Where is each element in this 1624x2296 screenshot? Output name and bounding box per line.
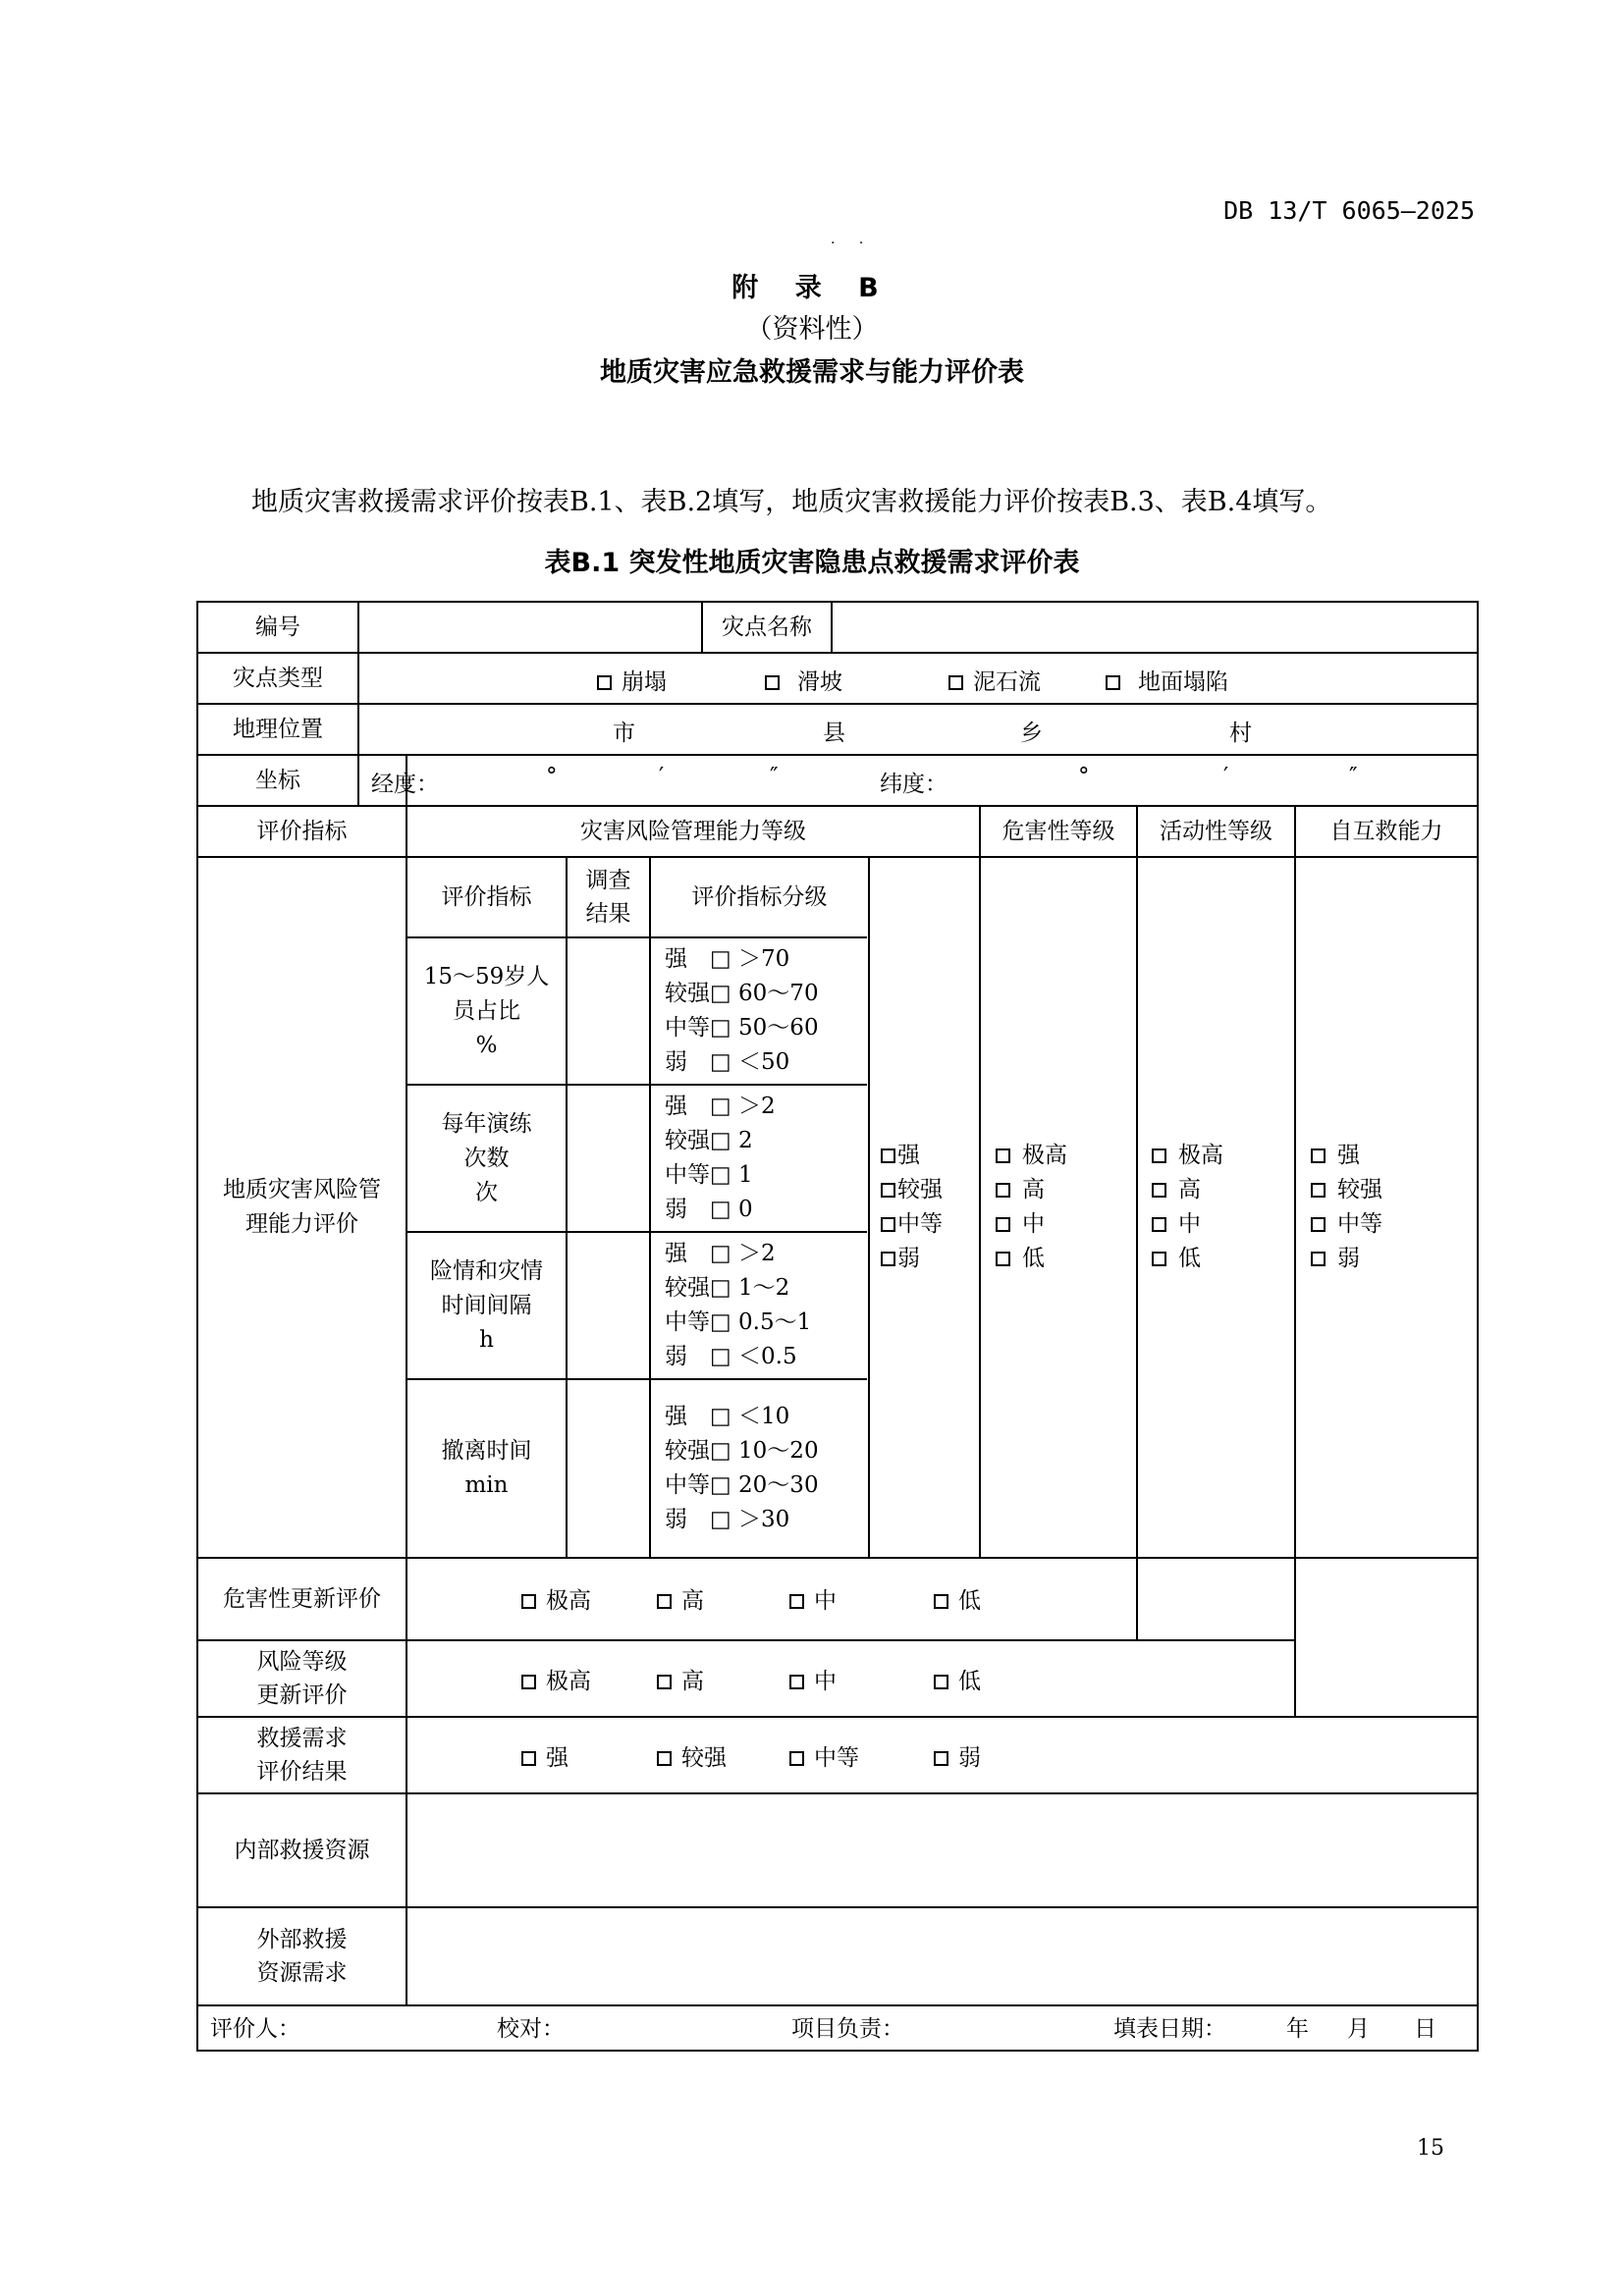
checkbox-icon: [1152, 1252, 1166, 1266]
hazard-option-medium[interactable]: 中: [996, 1207, 1045, 1242]
self-rescue-option-strong[interactable]: 强: [1311, 1139, 1360, 1173]
checkbox-icon: [934, 1675, 948, 1689]
checkbox-icon: [1152, 1217, 1166, 1232]
lat-second: ″: [1349, 764, 1358, 789]
label-index-grade: 评价指标分级: [691, 883, 828, 910]
checkbox-icon: [789, 1594, 804, 1609]
activity-option-low[interactable]: 低: [1152, 1242, 1201, 1276]
lon-degree: °: [546, 764, 558, 789]
risk-update-low[interactable]: 低: [934, 1663, 981, 1695]
hazard-option-low[interactable]: 低: [996, 1242, 1045, 1276]
longitude-label: 经度：: [371, 772, 439, 797]
table-caption: 表B.1 突发性地质灾害隐患点救援需求评价表: [544, 548, 1080, 578]
site-type-debris-flow[interactable]: 泥石流: [948, 664, 1041, 696]
checkbox-icon: [1311, 1217, 1326, 1232]
demand-option-strong[interactable]: 强: [521, 1739, 568, 1772]
self-rescue-option-fairly-strong[interactable]: 较强: [1311, 1173, 1382, 1207]
appendix-title: 附 录 B: [731, 273, 893, 303]
year-label: 年: [1286, 2016, 1309, 2042]
checkbox-icon: [657, 1751, 672, 1766]
checkbox-icon: [1152, 1183, 1166, 1198]
checkbox-icon: [521, 1751, 536, 1766]
appendix-name: 地质灾害应急救援需求与能力评价表: [600, 357, 1024, 388]
checker-label: 校对：: [497, 2016, 565, 2042]
signature-row: [196, 2010, 1479, 2050]
label-demand-result: 救援需求评价结果: [256, 1726, 348, 1785]
unit-city: 市: [613, 721, 635, 746]
evaluation-form-table: [196, 601, 1479, 2052]
label-site-name: 灾点名称: [722, 614, 812, 640]
checkbox-icon: [881, 1252, 895, 1266]
checkbox-icon: [881, 1217, 895, 1232]
grade-drill: 强 □ ＞2 较强□ 2 中等□ 1 弱 □ 0: [665, 1094, 776, 1222]
risk-update-very-high[interactable]: 极高: [521, 1663, 591, 1695]
checkbox-icon: [657, 1675, 672, 1689]
checkbox-icon: [1311, 1148, 1326, 1163]
checkbox-icon: [521, 1675, 536, 1689]
site-type-options: [359, 652, 1477, 705]
fill-date-label: 填表日期：: [1113, 2016, 1226, 2042]
checkbox-icon: [996, 1148, 1010, 1163]
checkbox-icon: [1152, 1148, 1166, 1163]
mgmt-option-weak[interactable]: 弱: [881, 1242, 920, 1276]
indicator-name-drill: 每年演练 次数 次: [441, 1110, 532, 1205]
site-type-landslide[interactable]: 滑坡: [765, 664, 842, 696]
self-rescue-options: [1311, 858, 1468, 1557]
grade-age: 强 □ ＞70 较强□ 60～70 中等□ 50～60 弱 □ ＜50: [665, 946, 819, 1075]
hazard-option-very-high[interactable]: 极高: [996, 1139, 1067, 1173]
day-label: 日: [1414, 2016, 1436, 2042]
lon-second: ″: [770, 764, 779, 789]
checkbox-icon: [881, 1148, 895, 1163]
checkbox-icon: [881, 1183, 895, 1198]
risk-update-options: [407, 1641, 1294, 1716]
indicator-name-interval: 险情和灾情 时间间隔 h: [430, 1257, 543, 1353]
lon-minute: ′: [659, 764, 665, 789]
internal-resources-field[interactable]: [407, 1794, 1477, 1906]
indicator-name-age: 15～59岁人 员占比 %: [423, 963, 550, 1058]
label-internal-resources: 内部救援资源: [234, 1837, 370, 1863]
latitude-label: 纬度：: [880, 772, 947, 797]
checkbox-icon: [789, 1751, 804, 1766]
label-hazard-level: 危害性等级: [1001, 818, 1115, 844]
demand-option-medium[interactable]: 中等: [789, 1739, 859, 1772]
checkbox-icon: [765, 675, 780, 690]
hazard-option-high[interactable]: 高: [996, 1173, 1045, 1207]
intro-paragraph: 地质灾害救援需求评价按表B.1、表B.2填写，地质灾害救援能力评价按表B.3、表B.4填写。: [251, 487, 1332, 517]
label-coords: 坐标: [255, 767, 300, 793]
label-activity-level: 活动性等级: [1160, 818, 1272, 844]
mgmt-option-fairly-strong[interactable]: 较强: [881, 1173, 943, 1207]
hazard-update-low[interactable]: 低: [934, 1582, 981, 1615]
label-sub-index: 评价指标: [441, 883, 532, 910]
hazard-update-high[interactable]: 高: [657, 1582, 704, 1615]
mgmt-option-medium[interactable]: 中等: [881, 1207, 943, 1242]
checkbox-icon: [521, 1594, 536, 1609]
unit-township: 乡: [1020, 721, 1043, 746]
demand-result-options: [407, 1718, 1477, 1792]
activity-option-medium[interactable]: 中: [1152, 1207, 1201, 1242]
checkbox-icon: [1311, 1183, 1326, 1198]
label-risk-mgmt-eval: 地质灾害风险管理能力评价: [223, 1177, 381, 1237]
label-number: 编号: [255, 614, 300, 640]
label-location: 地理位置: [233, 716, 323, 742]
evaluator-label: 评价人：: [210, 2016, 300, 2042]
self-rescue-option-medium[interactable]: 中等: [1311, 1207, 1382, 1242]
risk-update-medium[interactable]: 中: [789, 1663, 837, 1695]
hazard-update-options: [407, 1559, 1136, 1639]
activity-option-very-high[interactable]: 极高: [1152, 1139, 1223, 1173]
activity-option-high[interactable]: 高: [1152, 1173, 1201, 1207]
checkbox-icon: [1311, 1252, 1326, 1266]
site-type-collapse[interactable]: 崩塌: [597, 664, 667, 696]
location-field[interactable]: [359, 703, 1477, 756]
page-number: 15: [1417, 2136, 1444, 2161]
checkbox-icon: [996, 1252, 1010, 1266]
decorative-dots: · ·: [831, 236, 874, 251]
label-survey-result: 调查结果: [585, 868, 631, 927]
site-name-field[interactable]: [833, 601, 1477, 654]
month-label: 月: [1347, 2016, 1370, 2042]
checkbox-icon: [934, 1594, 948, 1609]
demand-option-fairly-strong[interactable]: 较强: [657, 1739, 727, 1772]
checkbox-icon: [657, 1594, 672, 1609]
survey-result-interval[interactable]: [568, 1233, 649, 1378]
appendix-subtitle: （资料性）: [745, 314, 879, 345]
checkbox-icon: [934, 1751, 948, 1766]
indicator-name-evacuation: 撤离时间 min: [441, 1438, 532, 1498]
grade-evacuation: 强 □ ＜10 较强□ 10～20 中等□ 20～30 弱 □ ＞30: [665, 1404, 819, 1532]
coords-field[interactable]: [359, 754, 1477, 807]
number-field[interactable]: [359, 601, 701, 654]
survey-result-drill[interactable]: [568, 1086, 649, 1231]
label-risk-mgmt-level: 灾害风险管理能力等级: [580, 818, 806, 844]
label-hazard-update: 危害性更新评价: [223, 1585, 381, 1612]
checkbox-icon: [948, 675, 963, 690]
activity-level-options: [1152, 858, 1289, 1557]
mgmt-option-strong[interactable]: 强: [881, 1139, 920, 1173]
site-type-subsidence[interactable]: 地面塌陷: [1106, 664, 1228, 696]
checkbox-icon: [996, 1217, 1010, 1232]
checkbox-icon: [597, 675, 612, 690]
label-site-type: 灾点类型: [233, 665, 323, 691]
label-eval-index: 评价指标: [256, 818, 348, 844]
grade-interval: 强 □ ＞2 较强□ 1～2 中等□ 0.5～1 弱 □ ＜0.5: [665, 1241, 812, 1369]
lat-minute: ′: [1223, 764, 1229, 789]
demand-option-weak[interactable]: 弱: [934, 1739, 981, 1772]
risk-update-high[interactable]: 高: [657, 1663, 704, 1695]
unit-village: 村: [1229, 721, 1252, 746]
survey-result-age[interactable]: [568, 938, 649, 1084]
mgmt-level-options: [881, 858, 979, 1557]
document-code: DB 13/T 6065—2025: [1223, 196, 1475, 225]
label-self-rescue: 自互救能力: [1329, 818, 1443, 844]
unit-county: 县: [823, 721, 845, 746]
lat-degree: °: [1078, 764, 1090, 789]
label-risk-update: 风险等级更新评价: [256, 1649, 348, 1708]
survey-result-evacuation[interactable]: [568, 1380, 649, 1557]
hazard-update-very-high[interactable]: 极高: [521, 1582, 591, 1615]
label-external-demand: 外部救援资源需求: [256, 1927, 348, 1986]
hazard-level-options: [996, 858, 1133, 1557]
external-demand-field[interactable]: [407, 1908, 1477, 2004]
checkbox-icon: [1106, 675, 1120, 690]
hazard-update-medium[interactable]: 中: [789, 1582, 837, 1615]
self-rescue-option-weak[interactable]: 弱: [1311, 1242, 1360, 1276]
checkbox-icon: [996, 1183, 1010, 1198]
checkbox-icon: [789, 1675, 804, 1689]
project-lead-label: 项目负责：: [791, 2016, 904, 2042]
